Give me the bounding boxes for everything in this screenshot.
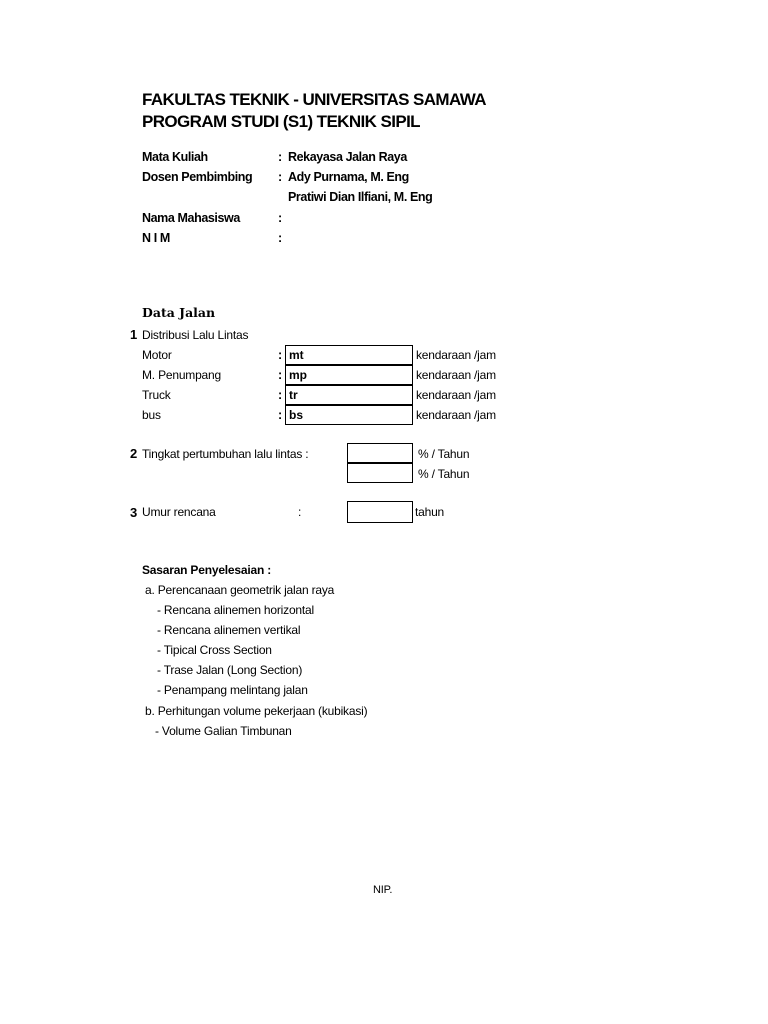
course-colon: :: [278, 150, 283, 164]
list-item: b. Perhitungan volume pekerjaan (kubikasi): [145, 704, 368, 718]
growth-rate-unit-1: % / Tahun: [418, 447, 470, 461]
bus-unit: kendaraan /jam: [416, 408, 496, 422]
traffic-row-label-penumpang: M. Penumpang: [142, 368, 221, 382]
growth-rate-unit-2: % / Tahun: [418, 467, 470, 481]
nim-colon: :: [278, 231, 283, 245]
list-item: a. Perencanaan geometrik jalan raya: [145, 583, 335, 597]
item-2-number: 2: [130, 446, 138, 461]
item-1-number: 1: [130, 327, 138, 342]
traffic-row-label-truck: Truck: [142, 388, 171, 402]
growth-rate-input-1[interactable]: [347, 443, 413, 463]
design-life-unit: tahun: [415, 505, 445, 519]
item-2-label: Tingkat pertumbuhan lalu lintas :: [142, 447, 309, 461]
advisor-colon: :: [278, 170, 283, 184]
nip-label: NIP.: [373, 884, 393, 896]
course-value: Rekayasa Jalan Raya: [288, 150, 407, 164]
motor-input[interactable]: [285, 345, 413, 365]
student-label: Nama Mahasiswa: [142, 211, 240, 225]
traffic-row-label-motor: Motor: [142, 348, 172, 362]
item-3-colon: :: [298, 505, 302, 519]
penumpang-value: mp: [289, 368, 307, 382]
list-item: - Volume Galian Timbunan: [155, 724, 292, 738]
course-label: Mata Kuliah: [142, 150, 208, 164]
item-3-number: 3: [130, 505, 138, 520]
advisor-label: Dosen Pembimbing: [142, 170, 253, 184]
list-item: - Tipical Cross Section: [157, 643, 272, 657]
truck-value: tr: [289, 388, 298, 402]
traffic-row-colon: :: [278, 408, 283, 422]
bus-value: bs: [289, 408, 304, 422]
motor-unit: kendaraan /jam: [416, 348, 496, 362]
bus-input[interactable]: [285, 405, 413, 425]
item-1-label: Distribusi Lalu Lintas: [142, 328, 249, 342]
faculty-title: FAKULTAS TEKNIK - UNIVERSITAS SAMAWA: [142, 90, 486, 109]
item-3-label: Umur rencana: [142, 505, 216, 519]
truck-unit: kendaraan /jam: [416, 388, 496, 402]
traffic-row-colon: :: [278, 388, 283, 402]
sasaran-title: Sasaran Penyelesaian :: [142, 563, 272, 577]
growth-rate-input-2[interactable]: [347, 463, 413, 483]
nim-label: N I M: [142, 231, 170, 245]
advisor-value-1: Ady Purnama, M. Eng: [288, 170, 409, 184]
penumpang-input[interactable]: [285, 365, 413, 385]
traffic-row-colon: :: [278, 348, 283, 362]
design-life-input[interactable]: [347, 501, 413, 523]
traffic-row-label-bus: bus: [142, 408, 161, 422]
advisor-value-2: Pratiwi Dian Ilfiani, M. Eng: [288, 190, 433, 204]
student-colon: :: [278, 211, 283, 225]
list-item: - Trase Jalan (Long Section): [157, 663, 303, 677]
list-item: - Rencana alinemen horizontal: [157, 603, 314, 617]
list-item: - Penampang melintang jalan: [157, 683, 308, 697]
truck-input[interactable]: [285, 385, 413, 405]
list-item: - Rencana alinemen vertikal: [157, 623, 301, 637]
motor-value: mt: [289, 348, 304, 362]
program-title: PROGRAM STUDI (S1) TEKNIK SIPIL: [142, 112, 420, 131]
traffic-row-colon: :: [278, 368, 283, 382]
penumpang-unit: kendaraan /jam: [416, 368, 496, 382]
data-jalan-title: Data Jalan: [142, 305, 216, 320]
